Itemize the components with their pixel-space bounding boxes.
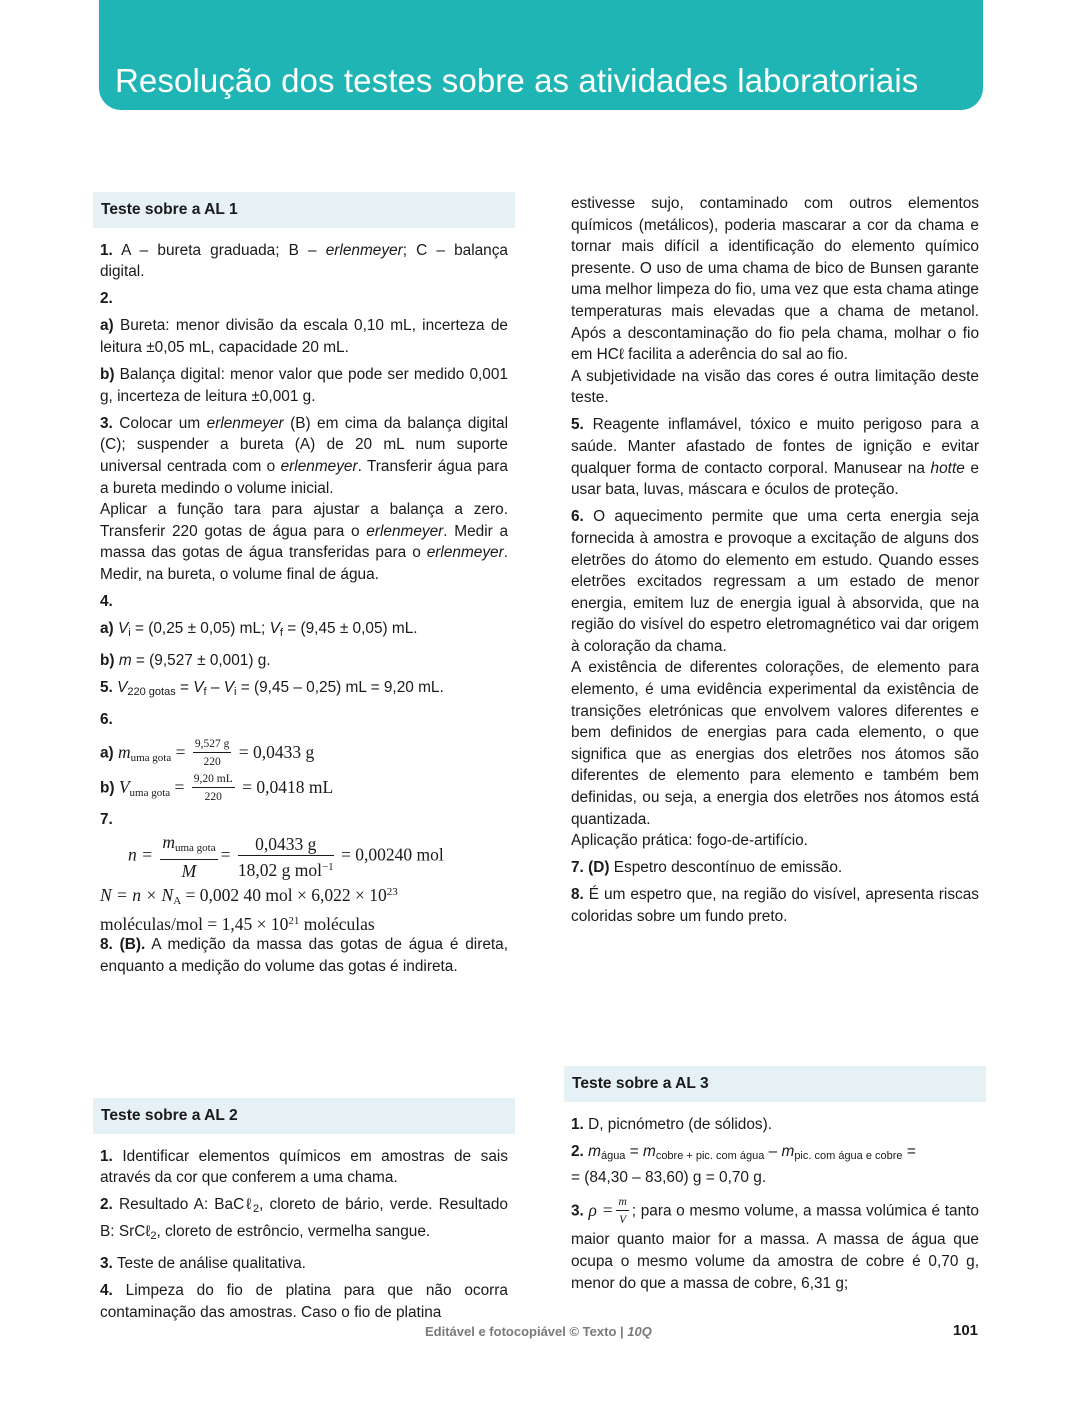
al1-q8: 8. (B). A medição da massa das gotas de água é direta, enquanto a medição do volume das gotas é indireta. — [100, 936, 508, 975]
header-banner — [99, 0, 983, 110]
al1-q2b: b) Balança digital: menor valor que pode ser medido 0,001 g, incerteza de leitura ±0,001 g. — [100, 366, 508, 405]
al1-q6: 6. — [100, 711, 113, 729]
al2-q4-cont: estivesse sujo, contaminado com outros elementos químicos (metálicos), poderia mascarar a cor da chama e tornar mais difícil a identificação do elemento químico presente. O uso de uma chama de bico de Bunsen garante uma melhor limpeza do fio, uma vez que esta chama atinge temperaturas mais elevadas que a chama de metanol. Após a descontaminação do fio pela chama, molhar o fio em HCℓ facilita a aderência do sal ao fio. — [571, 195, 979, 364]
section-al2 — [93, 1098, 515, 1329]
section-heading-al3: Teste sobre a AL 3 — [564, 1066, 986, 1102]
al3-q2: 2. $m_{água} = m_{cobre + pic. com água} - m_{pic. com água e cobre}$ = — [571, 1142, 916, 1162]
al2-q2: 2. Resultado A: BaCℓ$_2$, cloreto de bário, verde. Resultado B: SrCℓ$_2$, cloreto de estrôncio, vermelha sangue. — [100, 1196, 508, 1242]
al1-q2a: a) Bureta: menor divisão da escala 0,10 mL, incerteza de leitura ±0,05 mL, capacidade 20 mL. — [100, 317, 508, 356]
al1-q3: 3. Colocar um erlenmeyer (B) em cima da balança digital (C); suspender a bureta (A) de 20 mL num suporte universal centrada com o erlenmeyer. Transferir água para a bureta medindo o volume inicial. — [100, 414, 508, 497]
al1-q6a: a) $m_{uma gota}$ = $\frac{9,527 g}{220}$ = 0,0433 g — [100, 738, 315, 769]
page-number: 101 — [953, 1322, 979, 1339]
page-title: Resolução dos testes sobre as atividades laboratoriais — [115, 62, 919, 99]
al2-q6-evidence: A existência de diferentes colorações, de elemento para elemento, é uma evidência experimental da existência de transições eletrónicas que envolvem valores diferentes e bem definidos de energias para cada elemento, o que significa que as energias dos eletrões nos átomos são diferentes de elemento para elemento e também bem definidas, ou seja, a energia dos eletrões nos átomos está quantizada. — [571, 659, 979, 828]
al1-q3-cont: Aplicar a função tara para ajustar a balança a zero. Transferir 220 gotas de água para o erlenmeyer. Medir a massa das gotas de água transferidas para o erlenmeyer. Medir, na bureta, o volume final de água. — [100, 501, 508, 583]
al1-q7-eq1: n = $\frac{m_{uma gota}}{M}$ = $\frac{0,0433 g}{18,02 g mol^{-1}}$ = 0,00240 mol — [128, 832, 444, 882]
al3-q2-result: = (84,30 – 83,60) g = 0,70 g. — [571, 1169, 767, 1187]
al2-q1: 1. Identificar elementos químicos em amostras de sais através da cor que conferem a uma chama. — [100, 1147, 508, 1187]
section-al1 — [93, 192, 515, 983]
al1-q7: 7. — [100, 811, 113, 829]
al2-q4: 4. Limpeza do fio de platina para que não ocorra contaminação das amostras. Caso o fio de platina — [100, 1282, 508, 1321]
al1-q4b: b) m = (9,527 ± 0,001) g. — [100, 652, 271, 670]
al2-q6: 6. O aquecimento permite que uma certa energia seja fornecida à amostra e provoque a excitação de alguns dos eletrões do átomo do elemento em estudo. Quando esses eletrões excitados regressam a um estado de menor energia, emitem luz de energia igual à absorvida, que na região do visível do espetro eletromagnético vai dar origem à coloração da chama. — [571, 508, 979, 655]
al1-q1: 1. A – bureta graduada; B – erlenmeyer; C – balança digital. — [100, 241, 508, 281]
al1-q4: 4. — [100, 593, 113, 610]
al3-q1: 1. D, picnómetro (de sólidos). — [571, 1115, 773, 1133]
al3-q3: 3. ρ = $\frac{m}{V}$ ; para o mesmo volume, a massa volúmica é tanto maior quanto maior for a massa. A massa de água que ocupa o mesmo volume da amostra de cobre é 0,70 g, menor do que a massa de cobre, 6,31 g; — [571, 1196, 979, 1292]
al1-q5: 5. $V_{220 gotas} = V_f - V_i = (9,45 - 0,25)$ mL = 9,20 mL. — [100, 679, 444, 699]
section-al3 — [564, 1066, 986, 1300]
section-heading-al1: Teste sobre a AL 1 — [93, 192, 515, 228]
al1-q6b: b) $V_{uma gota}$ = $\frac{9,20 mL}{220}$ = 0,0418 mL — [100, 773, 334, 804]
al1-q2: 2. — [100, 290, 113, 308]
al2-q4-limitation: A subjetividade na visão das cores é outra limitação deste teste. — [571, 367, 979, 407]
al2-q8: 8. É um espetro que, na região do visível, apresenta riscas coloridas sobre um fundo preto. — [571, 886, 979, 925]
al1-q4a: a) $V_i = (0,25 \pm 0,05)$ mL; $V_f = (9,45 \pm 0,05)$ mL. — [100, 620, 418, 640]
al2-q3: 3. Teste de análise qualitativa. — [100, 1254, 306, 1272]
section-heading-al2: Teste sobre a AL 2 — [93, 1098, 515, 1134]
al2-q7: 7. (D) Espetro descontínuo de emissão. — [571, 859, 843, 877]
footer-copyright: Editável e fotocopiável © Texto | 10Q — [425, 1324, 652, 1339]
section-al2-continued — [564, 193, 986, 933]
al1-q7-eq2: $N = n \times N_A = 0,002$ 40 mol × $6,022 \times 10^{23}$ moléculas/mol = $1,45 \times 10^{21}$ moléculas — [100, 885, 398, 935]
al2-q6-application: Aplicação prática: fogo-de-artifício. — [571, 832, 808, 850]
al2-q5: 5. Reagente inflamável, tóxico e muito perigoso para a saúde. Manter afastado de fontes de ignição e evitar qualquer forma de contacto corporal. Manusear na hotte e usar bata, luvas, máscara e óculos de proteção. — [571, 416, 979, 499]
